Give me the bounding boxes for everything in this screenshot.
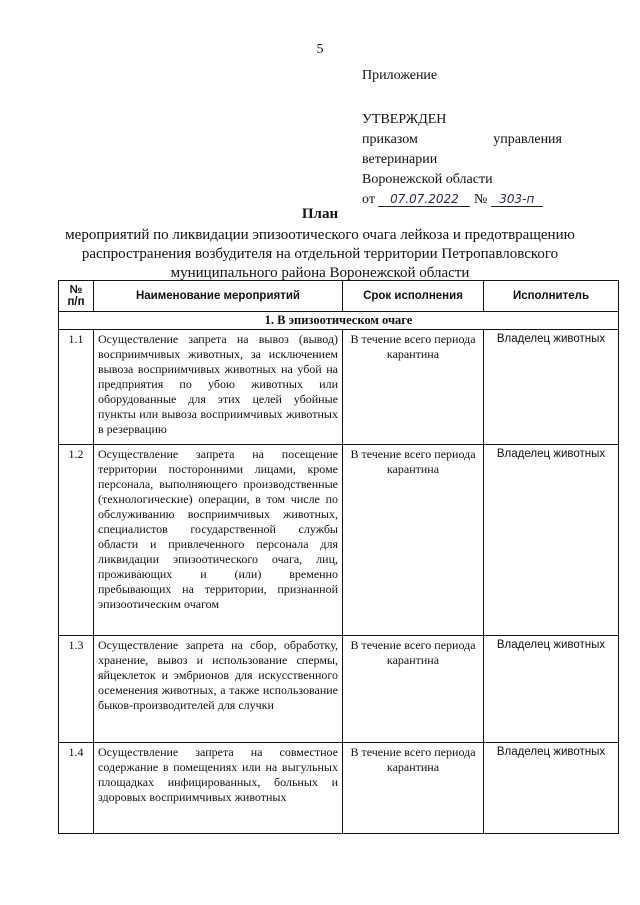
section-row (59, 312, 619, 330)
handwritten-date: 07.07.2022 (378, 192, 470, 207)
date-prefix: от (362, 192, 375, 207)
row-exec: Владелец животных (484, 330, 619, 445)
handwritten-number: 303-п (491, 192, 543, 207)
table-row (59, 330, 619, 445)
org-line: Воронежской области (362, 172, 493, 187)
section-title: 1. В эпизоотическом очаге (59, 312, 619, 330)
table-row (59, 445, 619, 636)
row-num: 1.2 (59, 445, 94, 636)
row-name: Осуществление запрета на вывоз (вывод) восприимчивых животных, за исключением вывоза восприимчивых животных на убой на предприятия по убою животных или оборудованные для этих целей убойные пункты или вывоза восприимчивых животных в резервацию (94, 330, 343, 445)
header-num: № п/п (59, 281, 94, 312)
row-term: В течение всего периода карантина (343, 330, 484, 445)
row-name: Осуществление запрета на посещение территории посторонними лицами, кроме персонала, выполняющего производственные (технологические) операции, в том числе по обслуживанию восприимчивых животных, специалистов государственной службы области и привлеченного персонала для ликвидации эпизоотического очага, лиц, проживающих и (или) временно пребывающих на территории, признанной эпизоотическим очагом (94, 445, 343, 636)
doc-subtitle: мероприятий по ликвидации эпизоотического очага лейкоза и предотвращению распространения возбудителя на отдельной территории Петропавловского муниципального района Воронежской области (65, 227, 575, 281)
row-name: Осуществление запрета на совместное содержание в помещениях или на выгульных площадках инфицированных, больных и здоровых восприимчивых животных (94, 743, 343, 834)
order-line: приказом управления ветеринарии (362, 132, 562, 167)
header-term: Срок исполнения (343, 281, 484, 312)
row-term: В течение всего периода карантина (343, 743, 484, 834)
doc-title: План (301, 206, 339, 222)
row-num: 1.3 (59, 636, 94, 743)
appendix-label: Приложение (362, 68, 438, 83)
row-name: Осуществление запрета на сбор, обработку, хранение, вывоз и использование спермы, яйцеклеток и эмбрионов для искусственного осеменения животных, а также использование быков-производителей для случки (94, 636, 343, 743)
approved-label: УТВЕРЖДЕН (362, 112, 447, 127)
row-num: 1.1 (59, 330, 94, 445)
table-row (59, 636, 619, 743)
row-exec: Владелец животных (484, 743, 619, 834)
approval-block (362, 66, 562, 210)
row-term: В течение всего периода карантина (343, 445, 484, 636)
table-row (59, 743, 619, 834)
plan-table (58, 280, 619, 834)
page-number: 5 (316, 42, 324, 57)
row-num: 1.4 (59, 743, 94, 834)
row-exec: Владелец животных (484, 445, 619, 636)
header-name: Наименование мероприятий (94, 281, 343, 312)
header-exec: Исполнитель (484, 281, 619, 312)
number-sign: № (473, 192, 488, 207)
table-header-row (59, 281, 619, 312)
row-exec: Владелец животных (484, 636, 619, 743)
row-term: В течение всего периода карантина (343, 636, 484, 743)
